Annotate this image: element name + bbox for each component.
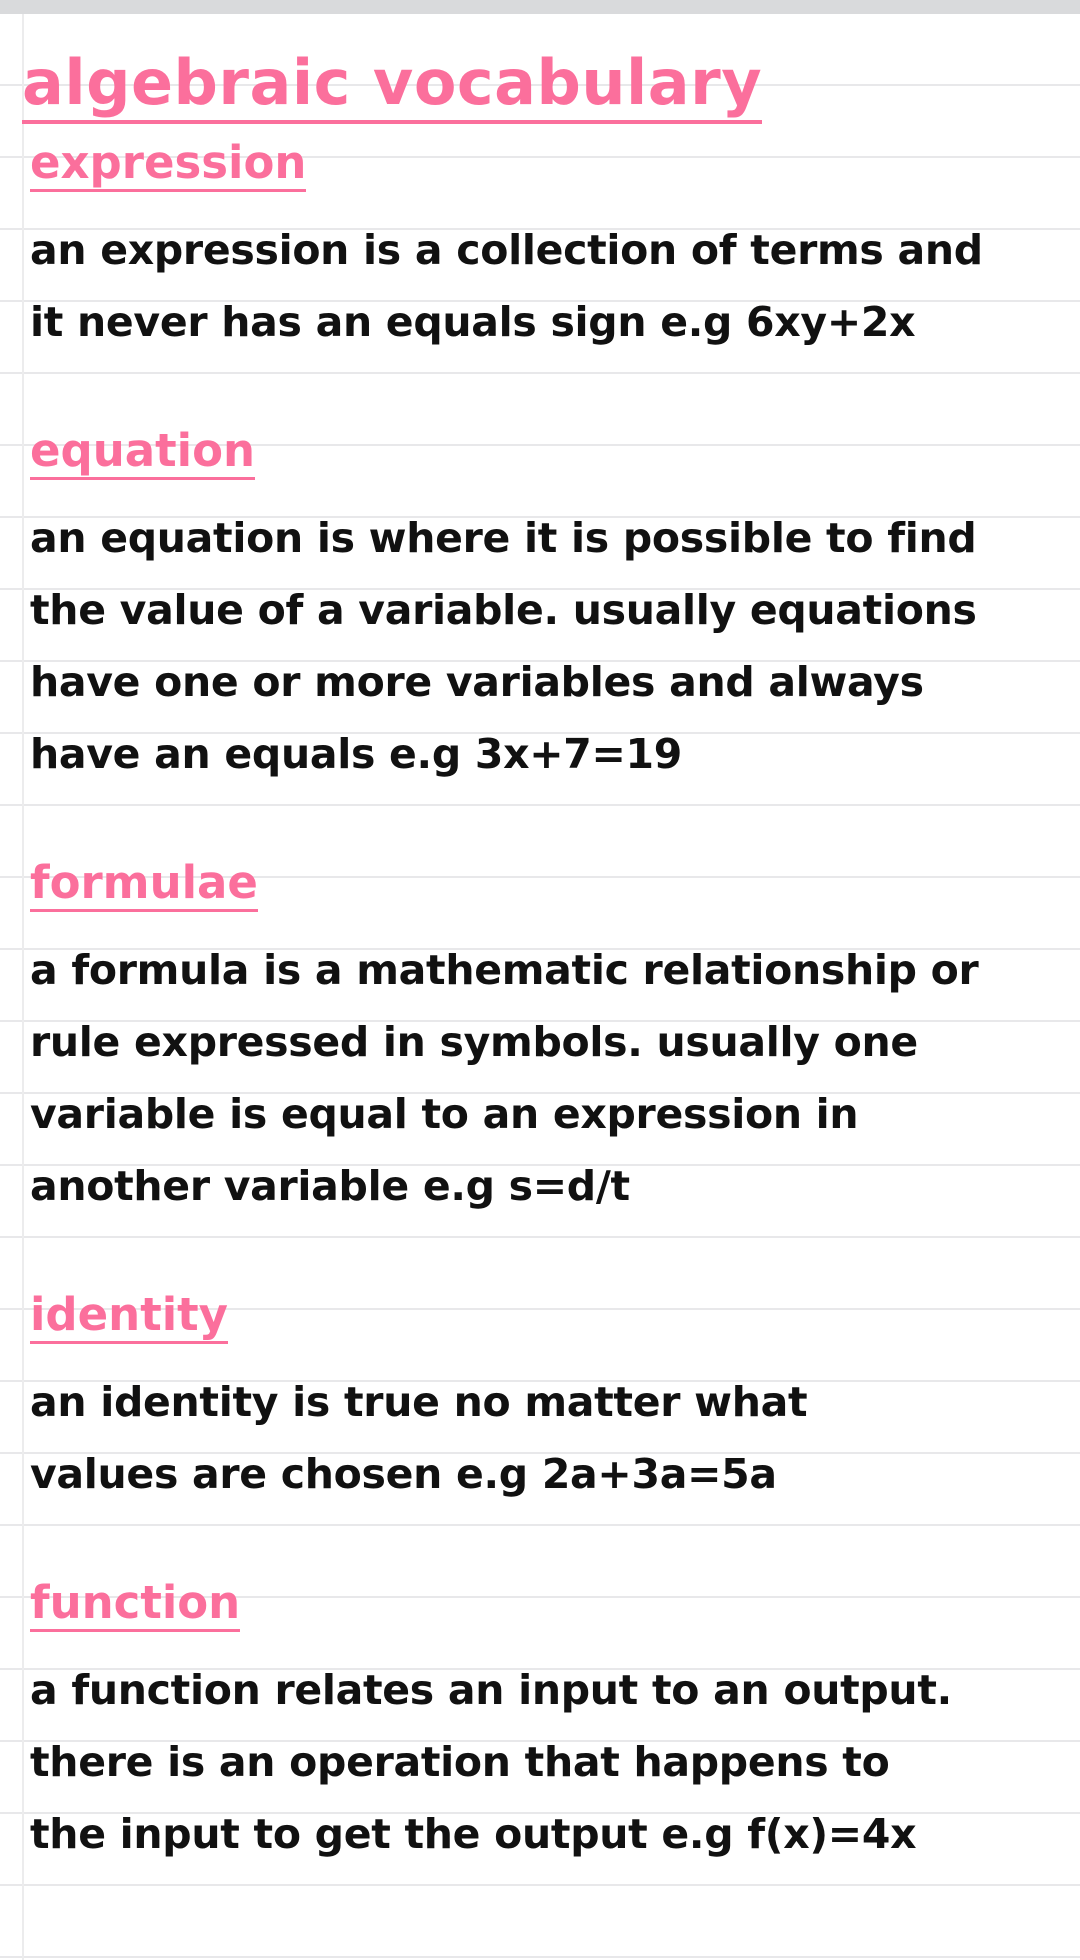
- definition-line: values are chosen e.g 2a+3a=5a: [30, 1450, 777, 1498]
- definition-line: a formula is a mathematic relationship or: [30, 946, 979, 994]
- term-heading: identity: [30, 1292, 228, 1344]
- definition-line: an expression is a collection of terms and: [30, 226, 983, 274]
- definition-line: the value of a variable. usually equations: [30, 586, 977, 634]
- definition-line: there is an operation that happens to: [30, 1738, 890, 1786]
- term-definition: [22, 214, 1050, 358]
- term-definition: [22, 1366, 1050, 1510]
- definition-line: variable is equal to an expression in: [30, 1090, 859, 1138]
- term-heading: formulae: [30, 860, 258, 912]
- section-equation: [22, 424, 1052, 790]
- definition-line: have an equals e.g 3x+7=19: [30, 730, 683, 778]
- term-heading: equation: [30, 428, 255, 480]
- definition-line: have one or more variables and always: [30, 658, 924, 706]
- section-expression: [22, 136, 1052, 358]
- section-formulae: [22, 856, 1052, 1222]
- section-function: [22, 1576, 1052, 1870]
- term-definition: [22, 502, 1050, 790]
- status-bar: [0, 0, 1080, 14]
- definition-line: an equation is where it is possible to find: [30, 514, 977, 562]
- definition-line: an identity is true no matter what: [30, 1378, 808, 1426]
- term-heading: expression: [30, 140, 306, 192]
- definition-line: rule expressed in symbols. usually one: [30, 1018, 918, 1066]
- term-heading: function: [30, 1580, 240, 1632]
- page-title: algebraic vocabulary: [22, 52, 762, 124]
- definition-line: another variable e.g s=d/t: [30, 1162, 630, 1210]
- section-identity: [22, 1288, 1052, 1510]
- term-definition: [22, 1654, 1050, 1870]
- term-definition: [22, 934, 1050, 1222]
- definition-line: the input to get the output e.g f(x)=4x: [30, 1810, 917, 1858]
- note-page: [0, 14, 1080, 1960]
- definition-line: a function relates an input to an output.: [30, 1666, 952, 1714]
- definition-line: it never has an equals sign e.g 6xy+2x: [30, 298, 916, 346]
